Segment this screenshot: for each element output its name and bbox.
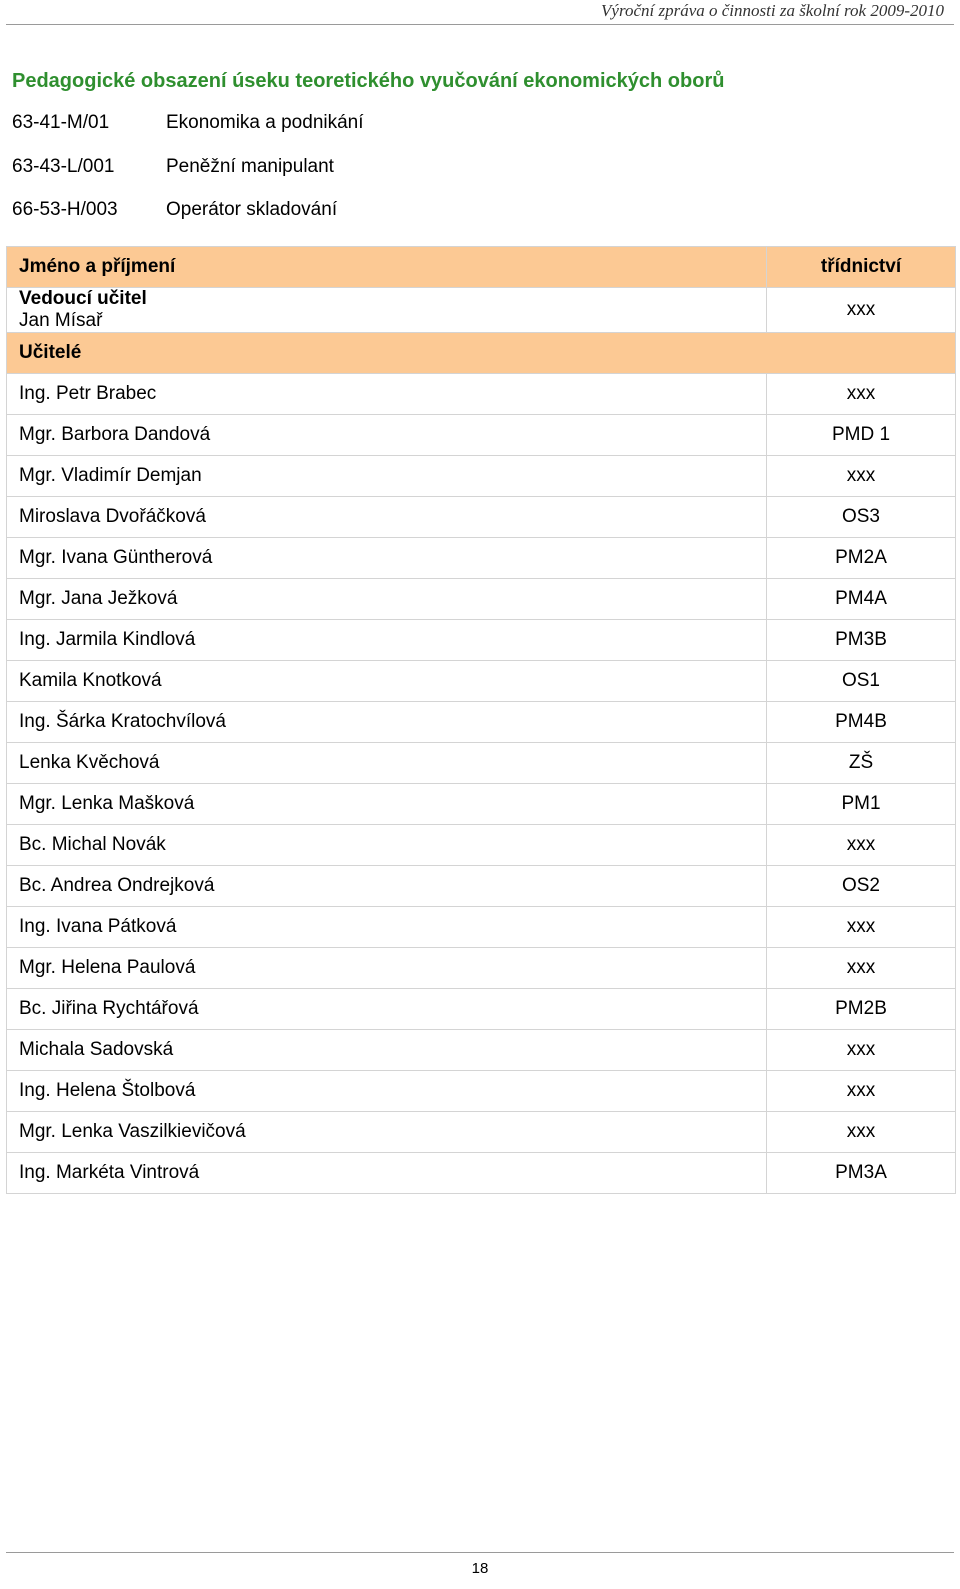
program-name: Peněžní manipulant — [166, 156, 334, 177]
table-header-row — [7, 247, 956, 288]
teacher-class: OS2 — [767, 866, 956, 907]
teacher-class: xxx — [767, 948, 956, 989]
teacher-class: xxx — [767, 1030, 956, 1071]
teacher-name: Mgr. Vladimír Demjan — [7, 456, 767, 497]
table-row — [7, 1071, 956, 1112]
teacher-class: OS1 — [767, 661, 956, 702]
table-row — [7, 907, 956, 948]
teacher-class: xxx — [767, 1071, 956, 1112]
program-name: Ekonomika a podnikání — [166, 112, 364, 133]
teacher-class: PM3B — [767, 620, 956, 661]
teacher-name: Miroslava Dvořáčková — [7, 497, 767, 538]
teacher-class: PM2B — [767, 989, 956, 1030]
column-header-class: třídnictví — [767, 247, 956, 288]
table-row — [7, 579, 956, 620]
teacher-name: Ing. Markéta Vintrová — [7, 1153, 767, 1194]
table-row — [7, 374, 956, 415]
teacher-class: PM1 — [767, 784, 956, 825]
table-row — [7, 456, 956, 497]
teacher-name: Mgr. Lenka Vaszilkievičová — [7, 1112, 767, 1153]
teacher-name: Bc. Jiřina Rychtářová — [7, 989, 767, 1030]
program-item — [12, 197, 337, 223]
teacher-name: Lenka Kvěchová — [7, 743, 767, 784]
program-item — [12, 110, 364, 136]
page-number: 18 — [471, 1560, 489, 1577]
teacher-class: PM4A — [767, 579, 956, 620]
teacher-class: xxx — [767, 825, 956, 866]
table-row — [7, 497, 956, 538]
table-row — [7, 1030, 956, 1071]
table-row — [7, 1153, 956, 1194]
program-item — [12, 154, 334, 180]
table-row — [7, 825, 956, 866]
program-code: 63-43-L/001 — [12, 156, 115, 177]
table-row — [7, 866, 956, 907]
table-row — [7, 620, 956, 661]
teacher-class: PM3A — [767, 1153, 956, 1194]
program-code: 66-53-H/003 — [12, 199, 118, 220]
teacher-name: Ing. Šárka Kratochvílová — [7, 702, 767, 743]
program-name: Operátor skladování — [166, 199, 338, 220]
teacher-name: Ing. Petr Brabec — [7, 374, 767, 415]
teacher-class: PM2A — [767, 538, 956, 579]
table-row — [7, 415, 956, 456]
teacher-class: PM4B — [767, 702, 956, 743]
teacher-name: Bc. Michal Novák — [7, 825, 767, 866]
report-header: Výroční zpráva o činnosti za školní rok 2009-2010 — [601, 1, 944, 20]
program-code: 63-41-M/01 — [12, 112, 110, 133]
section-title: Pedagogické obsazení úseku teoretického vyučování ekonomických oborů — [12, 70, 725, 92]
leader-cell — [7, 288, 767, 333]
teacher-name: Bc. Andrea Ondrejková — [7, 866, 767, 907]
teacher-name: Mgr. Ivana Güntherová — [7, 538, 767, 579]
footer-divider — [6, 1552, 954, 1553]
table-row — [7, 784, 956, 825]
teacher-name: Mgr. Jana Ježková — [7, 579, 767, 620]
leader-label: Vedoucí učitel — [19, 288, 147, 309]
table-row — [7, 948, 956, 989]
table-row — [7, 989, 956, 1030]
teacher-class: xxx — [767, 374, 956, 415]
teacher-class: ZŠ — [767, 743, 956, 784]
table-row — [7, 743, 956, 784]
table-row — [7, 1112, 956, 1153]
teacher-name: Mgr. Barbora Dandová — [7, 415, 767, 456]
leader-row — [7, 288, 956, 333]
column-header-name: Jméno a příjmení — [7, 247, 767, 288]
teacher-name: Michala Sadovská — [7, 1030, 767, 1071]
teacher-class: xxx — [767, 907, 956, 948]
teachers-label: Učitelé — [7, 333, 956, 374]
header-divider — [6, 24, 954, 25]
table-row — [7, 661, 956, 702]
teacher-name: Kamila Knotková — [7, 661, 767, 702]
leader-class: xxx — [767, 288, 956, 333]
teacher-class: OS3 — [767, 497, 956, 538]
teacher-name: Mgr. Helena Paulová — [7, 948, 767, 989]
teacher-name: Ing. Helena Štolbová — [7, 1071, 767, 1112]
leader-name: Jan Mísař — [19, 310, 103, 331]
teacher-name: Ing. Ivana Pátková — [7, 907, 767, 948]
table-row — [7, 538, 956, 579]
teachers-header-row — [7, 333, 956, 374]
teacher-class: xxx — [767, 456, 956, 497]
teacher-class: PMD 1 — [767, 415, 956, 456]
teacher-class: xxx — [767, 1112, 956, 1153]
teacher-name: Ing. Jarmila Kindlová — [7, 620, 767, 661]
table-row — [7, 702, 956, 743]
teacher-name: Mgr. Lenka Mašková — [7, 784, 767, 825]
staff-table — [6, 246, 956, 1194]
